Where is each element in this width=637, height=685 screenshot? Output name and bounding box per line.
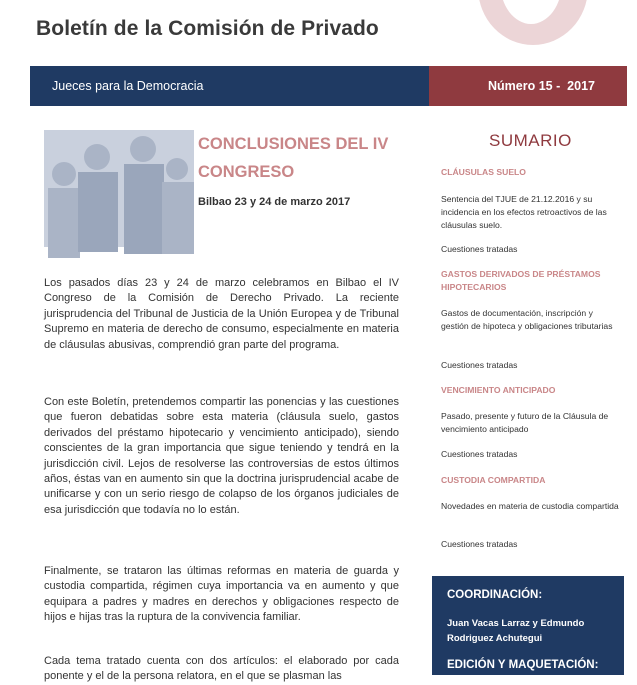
article-paragraph: Finalmente, se trataron las últimas reformas en materia de guarda y custodia compartida, régimen cuya importancia va en aumento y que equipara a padres y madres en derechos y obligaciones respecto de hijos e hijas tras la ruptura de la convivencia familiar.	[44, 565, 399, 624]
summary-section-heading[interactable]: VENCIMIENTO ANTICIPADO	[441, 385, 556, 395]
article-paragraph: Con este Boletín, pretendemos compartir las ponencias y las cuestiones que fueron debatidas sobre esta materia (cláusula suelo, gastos derivados del préstamo hipotecario y vencimiento anticipado), siendo conscientes de la gran importancia que sigue teniendo y tendrá en la jurisdicción civil. Lejos de resolverse las controversias de estos últimos años, éstas van en aumento sin que la doctrina jurisprudencial acabe de unificarse y con un serio riesgo de colapso de los órganos judiciales de esa jurisdicción que todavía no lo están.	[44, 396, 399, 516]
edition-title: EDICIÓN Y MAQUETACIÓN:	[447, 659, 599, 671]
summary-item[interactable]: Sentencia del TJUE de 21.12.2016 y su incidencia en los efectos retroactivos de las cláusulas suelo.	[441, 194, 607, 230]
bulletin-title: Boletín de la Comisión de Privado	[36, 17, 379, 40]
summary-item[interactable]: Pasado, presente y futuro de la Cláusula de vencimiento anticipado	[441, 411, 609, 434]
organization-band	[30, 66, 429, 106]
coordination-names: Juan Vacas Larraz y Edmundo Rodriguez Achutegui	[447, 618, 585, 644]
summary-item[interactable]: Gastos de documentación, inscripción y gestión de hipoteca y obligaciones tributarias	[441, 308, 613, 331]
summary-questions[interactable]: Cuestiones tratadas	[441, 449, 518, 459]
article-date: Bilbao 23 y 24 de marzo 2017	[198, 196, 351, 208]
congress-people-image	[44, 130, 194, 247]
issue-band	[429, 66, 627, 106]
summary-questions[interactable]: Cuestiones tratadas	[441, 539, 518, 549]
summary-item[interactable]: Novedades en materia de custodia compartida	[441, 501, 619, 511]
decorative-logo-shape	[478, 0, 588, 48]
organization-name: Jueces para la Democracia	[52, 79, 204, 93]
summary-title: SUMARIO	[489, 131, 572, 150]
coordination-box	[432, 576, 624, 675]
article-paragraph: Cada tema tratado cuenta con dos artículos: el elaborado por cada ponente y el de la persona relatora, en el que se plasman las	[44, 655, 399, 683]
article-heading: CONCLUSIONES DEL IV CONGRESO	[198, 135, 389, 181]
issue-number: Número 15 - 2017	[488, 79, 595, 93]
summary-section-heading[interactable]: CLÁUSULAS SUELO	[441, 167, 526, 177]
summary-section-heading[interactable]: GASTOS DERIVADOS DE PRÉSTAMOS HIPOTECARIOS	[441, 269, 601, 292]
article-paragraph: Los pasados días 23 y 24 de marzo celebramos en Bilbao el IV Congreso de la Comisión de Derecho Privado. La reciente jurisprudencia del Tribunal de Justicia de la Unión Europea y de Tribunal Supremo en materia de derecho de consumo, especialmente en materia de cláusulas abusivas, comprendió gran parte del programa.	[44, 277, 399, 351]
summary-questions[interactable]: Cuestiones tratadas	[441, 360, 518, 370]
summary-section-heading[interactable]: CUSTODIA COMPARTIDA	[441, 475, 546, 485]
coordination-title: COORDINACIÓN:	[447, 589, 543, 601]
summary-questions[interactable]: Cuestiones tratadas	[441, 244, 518, 254]
